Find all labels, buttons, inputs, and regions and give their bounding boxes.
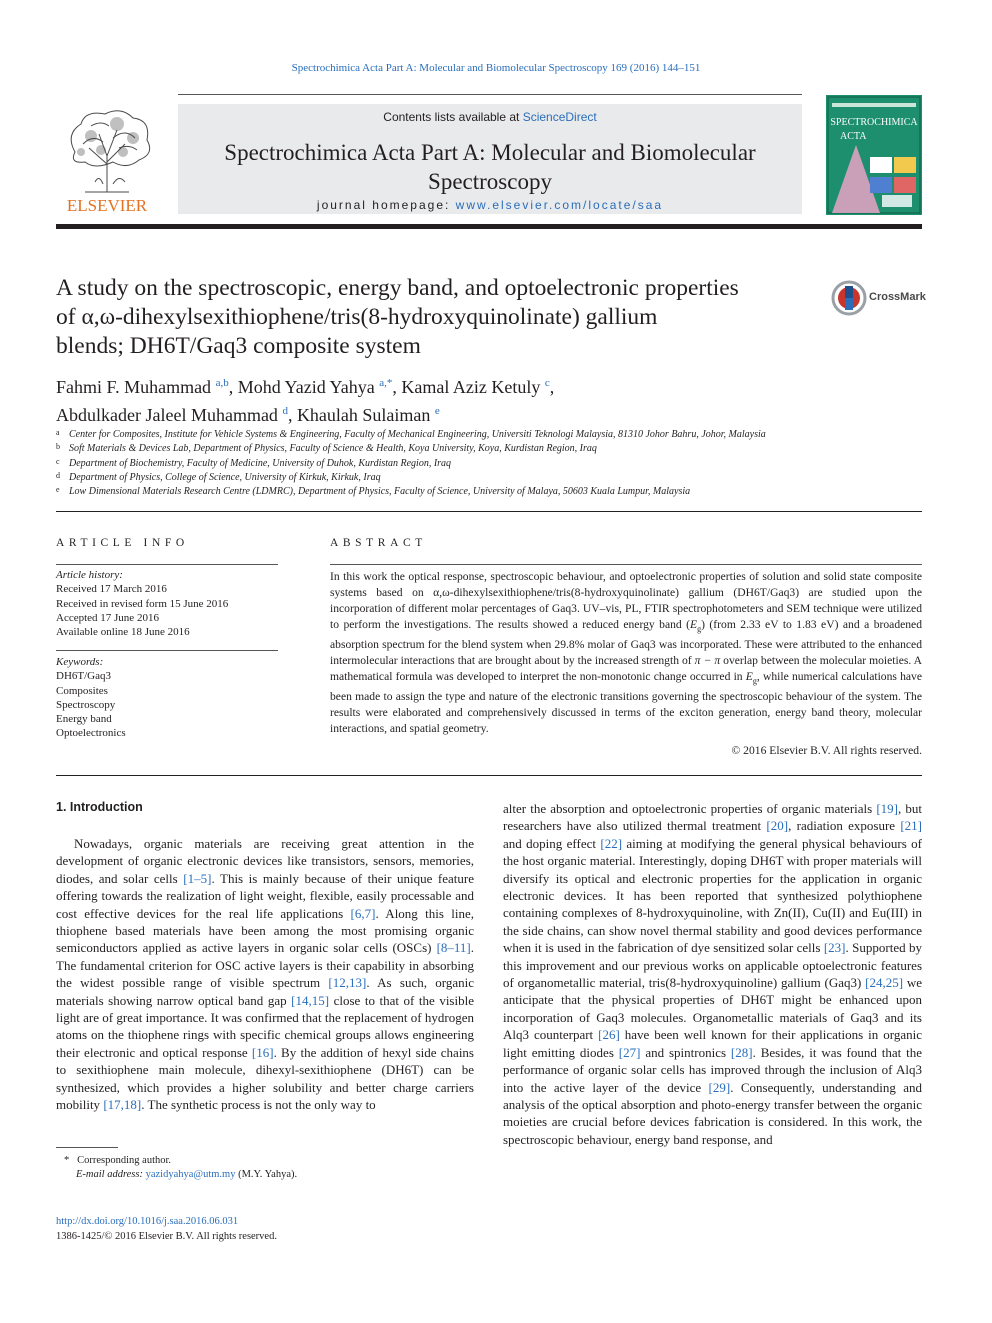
citation-link[interactable]: [28] xyxy=(730,1044,753,1060)
author-line2 xyxy=(56,399,816,427)
journal-cover-image[interactable] xyxy=(826,95,922,215)
citation-link[interactable]: [19] xyxy=(876,801,898,816)
doi-link[interactable]: http://dx.doi.org/10.1016/j.saa.2016.06.031 xyxy=(56,1216,239,1227)
abstract-heading: ABSTRACT xyxy=(330,537,427,549)
homepage-line xyxy=(178,198,802,212)
sciencedirect-link[interactable]: ScienceDirect xyxy=(522,110,597,124)
citation-link[interactable]: [16] xyxy=(251,1044,274,1060)
publisher-logo-text: ELSEVIER xyxy=(66,196,148,215)
citation-link[interactable]: [17,18] xyxy=(103,1097,142,1113)
email-label: E-mail address: xyxy=(76,1169,143,1180)
abstract-text-part: ) (from 2.33 eV to 1.83 eV) and a broadened absorption spectrum for the blend system when 29.8% molar of Gaq3 was incorporated. These were attributed to the enhanced intermolecular interactions that are brought about by the increased strength of xyxy=(330,617,923,667)
body-text-segment: and doping effect xyxy=(503,835,601,851)
article-history-heading: Article history: xyxy=(56,569,123,581)
body-text-segment: . The fundamental criterion for OSC active layers is their capability in absorbing the widest possible range of visible spectrum xyxy=(56,940,474,991)
citation-link[interactable]: [8–11] xyxy=(436,940,471,956)
author-name[interactable]: Mohd Yazid Yahya xyxy=(237,377,375,397)
citation-link[interactable]: [26] xyxy=(598,1027,620,1043)
body-text-segment: . Besides, it was found that the performance of organic solar cells has improved through the inclusion of Alq3 into the active layer of the device xyxy=(503,1044,922,1095)
journal-title-line2: Spectroscopy xyxy=(428,169,552,194)
body-text-segment: Nowadays, organic materials are receiving great attention in the development of organic electronic devices like transistors, sensors, memories, diodes, and solar cells xyxy=(56,836,474,886)
keyword-item: Composites xyxy=(56,684,108,697)
body-text-segment: . Supported by this improvement and our previous works on applicable optoelectronic features of organometallic material, tris(8-hydroxyquinoline) gallium (Gaq3) xyxy=(503,940,922,991)
body-text-segment: . This is mainly because of their unique feature offering towards the realization of light weight, flexible, easily processable and cost effective devices for the real life applications xyxy=(56,870,474,921)
elsevier-tree-icon xyxy=(55,104,159,216)
citation-link[interactable]: [12,13] xyxy=(328,975,367,991)
article-title xyxy=(56,274,796,361)
article-info-rule xyxy=(56,564,278,565)
corresponding-author-label: Corresponding author. xyxy=(77,1155,172,1166)
elsevier-logo xyxy=(55,104,159,216)
abstract-text-part: , while numerical calculations have been made to assign the type and nature of the electronic transitions governing the spectroscopic behaviour of the system. The results were elaborated and comprehensively discussed in terms of the exciton generation, energy band theory, molecular interactions, and spatial geometry. xyxy=(330,669,922,735)
section-divider xyxy=(56,775,922,776)
author-separator: , xyxy=(392,377,402,397)
body-text-segment: . Consequently, understanding and analysis of the optical absorption and photo-energy transfer between the organic moieties are crucial before devices fabrication is considered. In this work, the spectroscopic behaviour, energy band response, and xyxy=(503,1079,922,1147)
body-text-segment: have been well known for their applications in organic light emitting diodes xyxy=(503,1027,922,1060)
pi-pi-term: π − π xyxy=(694,653,721,667)
body-text-segment: we anticipate that the physical properties of DH6T might be enhanced upon incorporation of Gaq3 molecules. Organometallic materials of Gaq3 and its Alq3 counterpart xyxy=(503,975,922,1043)
author-name[interactable]: Fahmi F. Muhammad xyxy=(56,377,212,397)
body-text-segment: , radiation exposure xyxy=(788,818,901,834)
article-title-line3: blends; DH6T/Gaq3 composite system xyxy=(56,333,421,359)
abstract-rule xyxy=(330,564,922,565)
author-name[interactable]: Kamal Aziz Ketuly xyxy=(401,377,541,397)
article-title-line2: of α,ω-dihexylsexithiophene/tris(8-hydroxyquinolinate) gallium xyxy=(56,304,658,330)
history-item: Received 17 March 2016 xyxy=(56,583,167,596)
homepage-link[interactable]: www.elsevier.com/locate/saa xyxy=(455,198,664,212)
journal-header-box xyxy=(178,104,802,214)
energy-band-subscript: g xyxy=(697,624,702,634)
affiliation-item xyxy=(56,442,936,456)
keyword-item: Optoelectronics xyxy=(56,727,126,740)
article-history xyxy=(56,568,278,639)
history-item: Received in revised form 15 June 2016 xyxy=(56,597,229,610)
citation-link[interactable]: [24,25] xyxy=(865,975,904,991)
article-title-line1: A study on the spectroscopic, energy band, and optoelectronic properties xyxy=(56,275,739,301)
journal-title xyxy=(178,138,802,196)
body-text-segment: . Along this line, thiophene based materials have been among the most promising organic semiconductors applied as active layers in organic solar cells (OSCs) xyxy=(56,905,475,956)
author-separator: , xyxy=(287,405,297,425)
affiliation-mark: d xyxy=(56,470,60,480)
keywords-heading: Keywords: xyxy=(56,656,104,668)
keyword-item: Energy band xyxy=(56,713,112,726)
author-list xyxy=(56,371,816,427)
author-affiliation-marks[interactable]: d xyxy=(282,405,288,417)
affiliation-text: Department of Biochemistry, Faculty of Medicine, University of Duhok, Kurdistan Region, Iraq xyxy=(69,457,452,469)
body-text-segment: close to that of the visible light are of great importance. It was confirmed that the replacement of hydrogen atoms on the thiophene rings with specific chemical groups allows engineering their electronic and optical response xyxy=(56,992,474,1060)
affiliation-item xyxy=(56,471,936,485)
corresponding-author-footnote xyxy=(56,1154,474,1182)
footnote-rule xyxy=(56,1147,118,1148)
affiliation-list xyxy=(56,428,936,499)
header-bottom-rule xyxy=(56,224,922,229)
author-affiliation-marks[interactable]: a,b xyxy=(215,377,229,389)
cover-title-line2: ACTA xyxy=(840,131,867,142)
body-text-segment: . As such, organic materials showing narrow optical band gap xyxy=(56,975,474,1008)
keyword-item: DH6T/Gaq3 xyxy=(56,670,111,683)
affiliation-item xyxy=(56,457,936,471)
contents-prefix: Contents lists available at xyxy=(383,110,523,124)
email-link[interactable]: yazidyahya@utm.my xyxy=(145,1169,236,1180)
affiliation-text: Department of Physics, College of Science, University of Kirkuk, Kirkuk, Iraq xyxy=(69,471,381,483)
footnote-mark: * xyxy=(64,1155,70,1166)
author-line1 xyxy=(56,371,816,399)
abstract-body xyxy=(330,569,922,737)
keyword-item: Spectroscopy xyxy=(56,698,116,711)
affiliation-text: Soft Materials & Devices Lab, Department of Physics, Faculty of Science & Health, Koya University, Koya, Kurdistan Region, Iraq xyxy=(69,443,597,455)
affiliation-mark: a xyxy=(56,428,60,437)
body-text-segment: and spintronics xyxy=(640,1044,731,1060)
body-text-segment: aiming at modifying the general physical behaviours of the host organic material. Interestingly, doping DH6T with proper materials will diversify its optical and electronic properties for the application in organic electronic devices. It has been reported that synthesized polythiophene containing complexes of 8-hydroxyquinoline, with Zn(II), Cu(II) and Eu(III) in the side chains, can show novel thermal stability and good devices performance when it is used in the fabrication of dye sensitized solar cells xyxy=(503,835,922,956)
affiliation-text: Low Dimensional Materials Research Centre (LDMRC), Department of Physics, Faculty of Science, University of Malaya, 50603 Kuala Lumpur, Malaysia xyxy=(69,486,691,498)
crossmark-label: CrossMark xyxy=(869,291,926,303)
author-separator: , xyxy=(228,377,238,397)
citation-link[interactable]: [29] xyxy=(708,1079,731,1095)
article-info-heading: ARTICLE INFO xyxy=(56,537,189,549)
body-text-segment: alter the absorption and optoelectronic properties of organic materials xyxy=(503,801,877,816)
cover-title-line1: SPECTROCHIMICA xyxy=(830,117,918,128)
body-column-right xyxy=(503,800,922,1148)
affiliation-mark: c xyxy=(56,456,60,466)
energy-band-subscript: g xyxy=(752,676,757,686)
energy-band-symbol: E xyxy=(690,617,698,631)
affiliation-item xyxy=(56,485,936,499)
abstract-copyright: © 2016 Elsevier B.V. All rights reserved. xyxy=(731,744,922,757)
journal-cover-icon xyxy=(826,95,922,215)
issn-copyright: 1386-1425/© 2016 Elsevier B.V. All rights reserved. xyxy=(56,1230,277,1242)
energy-band-symbol: E xyxy=(745,669,753,683)
abstract-text-part: In this work the optical response, spectroscopic behaviour, and optoelectronic properties of solution and solid state composite systems based on α,ω-dihexylsexithiophene/tris(8-hydroxyquinolinate) gallium (DH6T/Gaq3) are studied upon the incorporation of different molar percentages of Gaq3. UV–vis, PL, FTIR spectrophotometers and SEM technique were utilized to perform the investigations. The results showed a reduced energy band ( xyxy=(330,570,922,631)
header-top-rule xyxy=(178,94,802,95)
doi-block xyxy=(56,1215,474,1244)
section-heading-introduction: 1. Introduction xyxy=(56,800,143,814)
history-item: Available online 18 June 2016 xyxy=(56,626,190,639)
citation-link[interactable]: [23] xyxy=(823,940,846,956)
citation-link[interactable]: [1–5] xyxy=(183,870,212,886)
body-text-segment: . The synthetic process is not the only way to xyxy=(141,1097,376,1113)
abstract-text-part: overlap between the molecular moieties. A mathematical formula was developed to interpret the non-monotonic change occurred in xyxy=(330,653,923,683)
author-affiliation-marks[interactable]: c xyxy=(544,377,550,389)
section-divider xyxy=(56,511,922,512)
author-name[interactable]: Khaulah Sulaiman xyxy=(296,405,431,425)
keywords-list xyxy=(56,655,278,741)
affiliation-text: Center for Composites, Institute for Vehicle Systems & Engineering, Faculty of Mechanical Engineering, Universiti Teknologi Malaysia, 81310 Johor Bahru, Johor, Malaysia xyxy=(69,429,766,440)
author-affiliation-marks[interactable]: e xyxy=(434,405,440,417)
citation-link[interactable]: [20] xyxy=(766,818,789,834)
journal-title-line1: Spectrochimica Acta Part A: Molecular and Biomolecular xyxy=(224,140,756,165)
history-item: Accepted 17 June 2016 xyxy=(56,611,159,624)
crossmark-icon xyxy=(831,280,867,316)
journal-reference[interactable]: Spectrochimica Acta Part A: Molecular and Biomolecular Spectroscopy 169 (2016) 144–151 xyxy=(291,62,701,74)
affiliation-mark: e xyxy=(56,485,60,495)
homepage-prefix: journal homepage: xyxy=(316,198,456,212)
keywords-rule xyxy=(56,650,278,651)
contents-line xyxy=(178,110,802,124)
crossmark-badge[interactable] xyxy=(831,280,931,316)
citation-link[interactable]: [27] xyxy=(618,1044,641,1060)
citation-link[interactable]: [21] xyxy=(900,818,922,834)
body-text-segment: , but researchers have also utilized thermal treatment xyxy=(503,801,922,834)
affiliation-item xyxy=(56,428,936,442)
affiliation-mark: b xyxy=(56,442,60,452)
author-affiliation-marks[interactable]: a,* xyxy=(379,377,393,389)
author-name[interactable]: Abdulkader Jaleel Muhammad xyxy=(56,405,278,425)
citation-link[interactable]: [14,15] xyxy=(291,992,330,1008)
email-owner: (M.Y. Yahya). xyxy=(238,1169,298,1180)
citation-link[interactable]: [6,7] xyxy=(350,905,376,921)
body-text-segment: . By the addition of hexyl side chains to sexithiophene main molecule, dihexyl-sexithiophene (DH6T) can be synthesized, which provides a higher solubility and better charge carriers mobility xyxy=(56,1044,474,1113)
body-column-left xyxy=(56,835,474,1114)
author-separator: , xyxy=(549,377,555,397)
citation-link[interactable]: [22] xyxy=(600,835,623,851)
